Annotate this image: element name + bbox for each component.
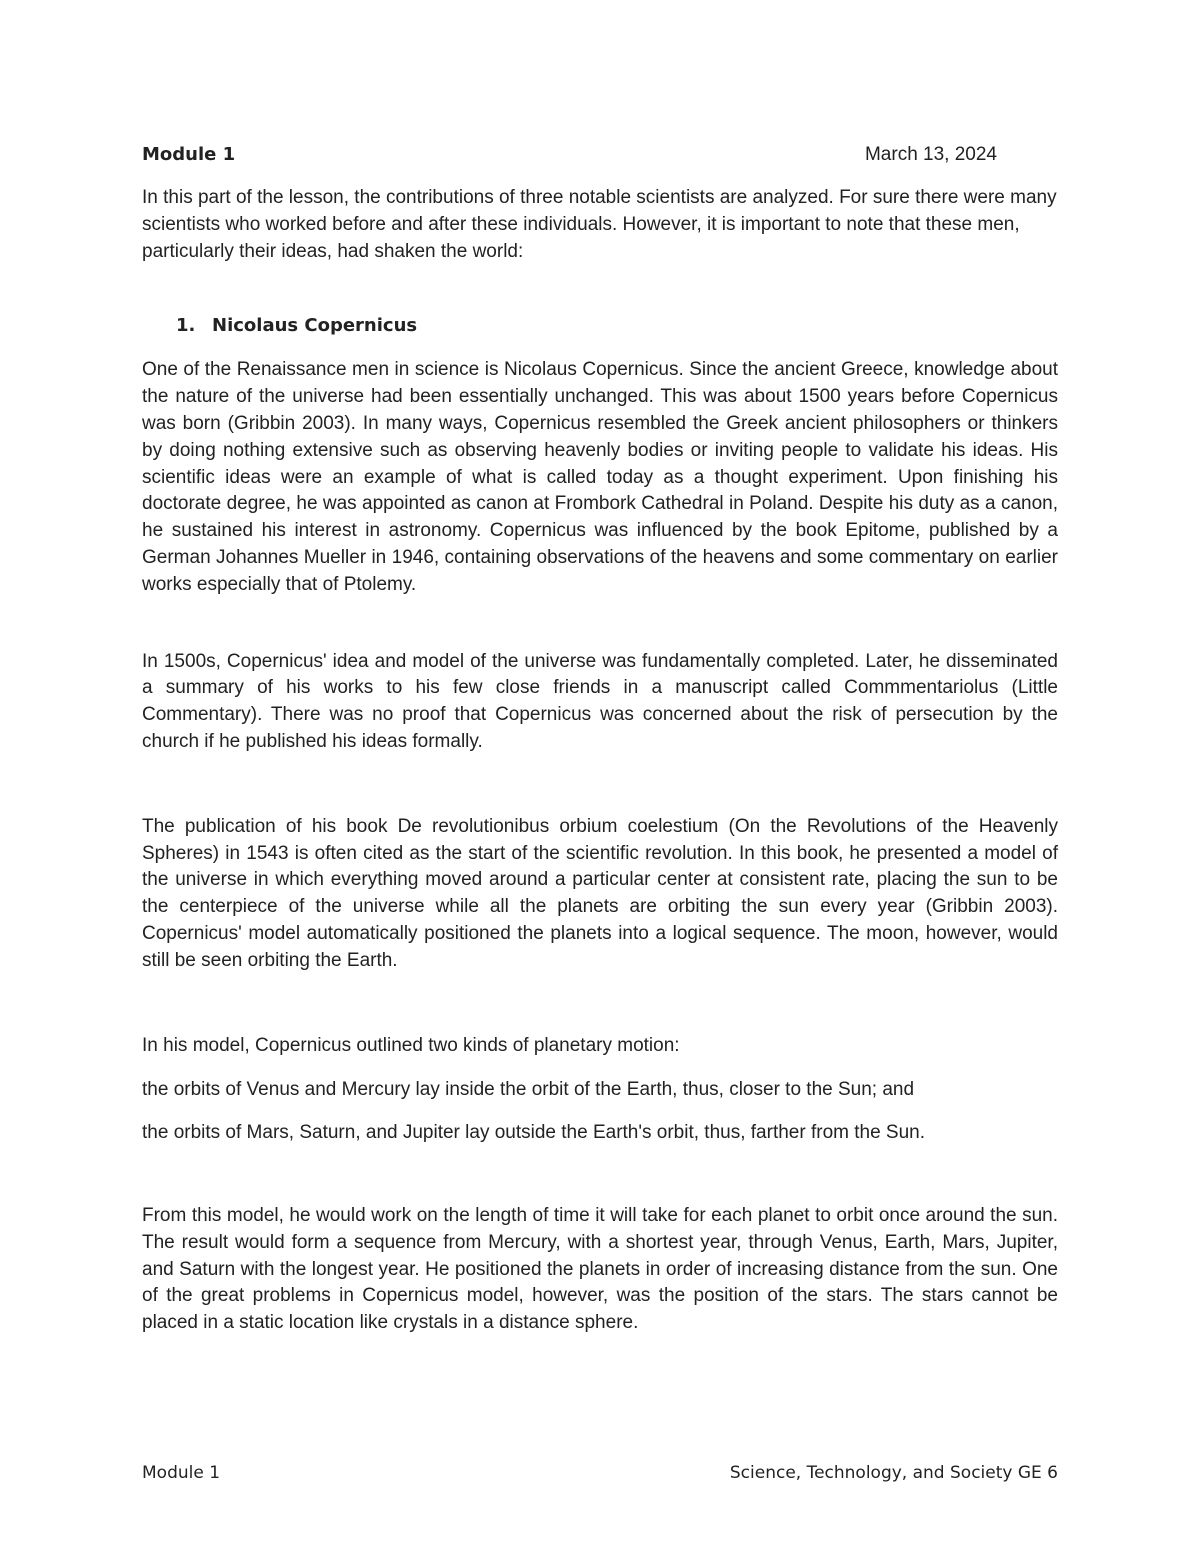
paragraph-planetary-motion: In his model, Copernicus outlined two kinds of planetary motion: bbox=[142, 1034, 680, 1056]
intro-paragraph: In this part of the lesson, the contributions of three notable scientists are analyzed. For sure there were many scientists who worked before and after these individuals. However, it is important to note that these men, particularly their ideas, had shaken the world: bbox=[142, 187, 1057, 262]
page-content bbox=[142, 143, 1058, 1337]
section-number: 1. bbox=[176, 315, 196, 337]
paragraph-copernicus-intro: One of the Renaissance men in science is Nicolaus Copernicus. Since the ancient Greece, knowledge about the nature of the universe had been essentially unchanged. This was about 1500 years before Copernicus was born (Gribbin 2003). In many ways, Copernicus resembled the Greek ancient philosophers or thinkers by doing nothing extensive such as observing heavenly bodies or inviting people to validate his ideas. His scientific ideas were an example of what is called today as a thought experiment. Upon finishing his doctorate degree, he was appointed as canon at Frombork Cathedral in Poland. Despite his duty as a canon, he sustained his interest in astronomy. Copernicus was influenced by the book Epitome, published by a German Johannes Mueller in 1946, containing observations of the heavens and some commentary on earlier works especially that of Ptolemy. bbox=[142, 359, 1058, 595]
motion-outer-orbits: the orbits of Mars, Saturn, and Jupiter lay outside the Earth's orbit, thus, farther from the Sun. bbox=[142, 1122, 926, 1144]
motion-inner-orbits: the orbits of Venus and Mercury lay inside the orbit of the Earth, thus, closer to the Sun; and bbox=[142, 1079, 915, 1101]
section-heading bbox=[176, 313, 1058, 339]
footer-left: Module 1 bbox=[142, 1463, 221, 1483]
document-date: March 13, 2024 bbox=[864, 144, 997, 165]
footer-right: Science, Technology, and Society GE 6 bbox=[729, 1463, 1058, 1483]
module-title: Module 1 bbox=[142, 144, 236, 165]
page-footer bbox=[142, 1462, 1058, 1484]
page-header bbox=[142, 143, 997, 167]
paragraph-commentariolus: In 1500s, Copernicus' idea and model of the universe was fundamentally completed. Later, he disseminated a summary of his works to his few close friends in a manuscript called Commmentariolus (Little Commentary). There was no proof that Copernicus was concerned about the risk of persecution by the church if he published his ideas formally. bbox=[142, 650, 1058, 752]
paragraph-de-revolutionibus: The publication of his book De revolutionibus orbium coelestium (On the Revolutions of the Heavenly Spheres) in 1543 is often cited as the start of the scientific revolution. In this book, he presented a model of the universe in which everything moved around a particular center at consistent rate, placing the sun to be the centerpiece of the universe while all the planets are orbiting the sun every year (Gribbin 2003). Copernicus' model automatically positioned the planets into a logical sequence. The moon, however, would still be seen orbiting the Earth. bbox=[142, 815, 1058, 971]
section-title: Nicolaus Copernicus bbox=[212, 315, 418, 337]
paragraph-planet-sequence: From this model, he would work on the length of time it will take for each planet to orbit once around the sun. The result would form a sequence from Mercury, with a shortest year, through Venus, Earth, Mars, Jupiter, and Saturn with the longest year. He positioned the planets in order of increasing distance from the sun. One of the great problems in Copernicus model, however, was the position of the stars. The stars cannot be placed in a static location like crystals in a distance sphere. bbox=[142, 1204, 1058, 1334]
